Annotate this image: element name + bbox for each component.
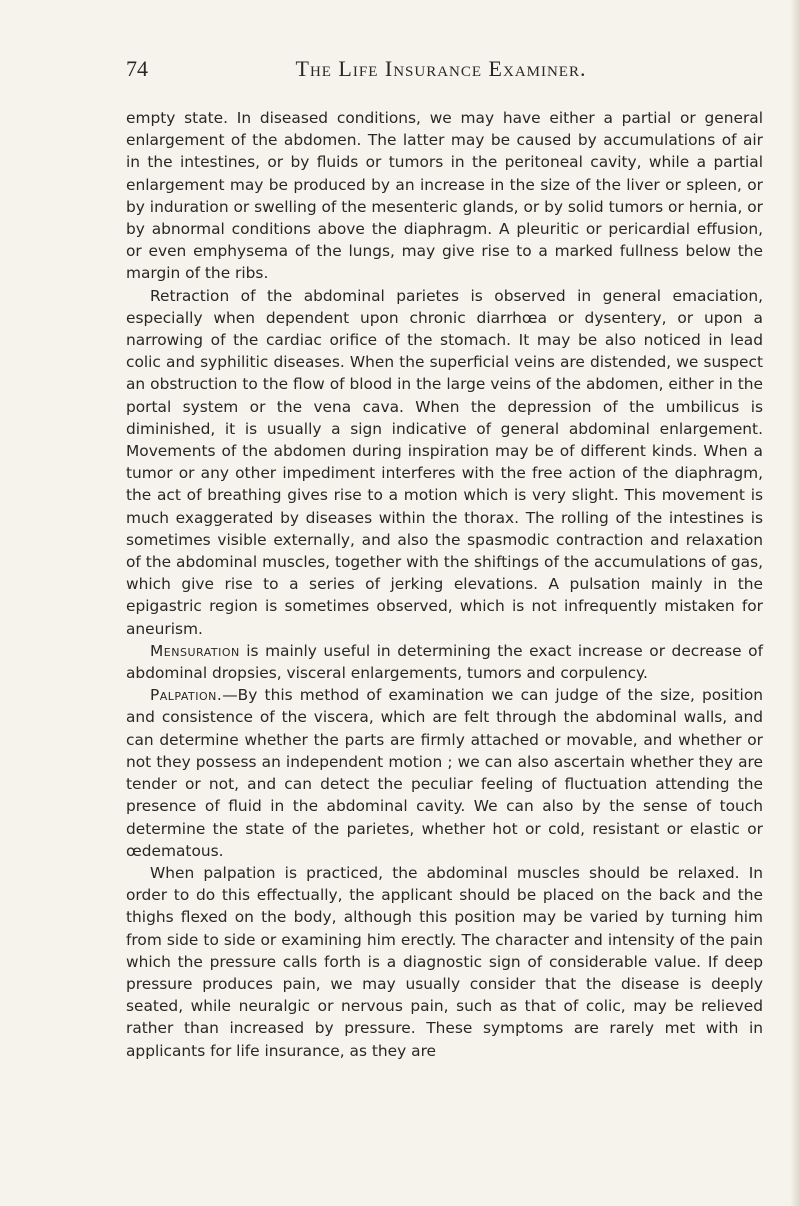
mensuration-heading: Mensuration bbox=[150, 641, 240, 660]
page-number: 74 bbox=[126, 56, 148, 81]
paragraph-mensuration bbox=[126, 640, 763, 684]
paragraph-continuation: empty state. In diseased conditions, we may have either a partial or general enlargement of the abdomen. The latter may be caused by accumulations of air in the intestines, or by fluids or tumors in the peritoneal cavity, while a partial enlargement may be produced by an increase in the size of the liver or spleen, or by induration or swelling of the mesenteric glands, or by solid tumors or hernia, or by abnormal conditions above the diaphragm. A pleuritic or pericardial effusion, or even emphysema of the lungs, may give rise to a marked fullness below the margin of the ribs. bbox=[126, 109, 763, 283]
page-header bbox=[126, 56, 696, 88]
paragraph-palpation bbox=[126, 684, 763, 862]
page-edge-shadow bbox=[790, 0, 800, 1206]
paragraph-retraction: Retraction of the abdominal parietes is observed in general emaciation, especially when dependent upon chronic diarrhœa or dysentery, or upon a narrowing of the cardiac orifice of the stomach. It may be also noticed in lead colic and syphilitic diseases. When the superficial veins are distended, we suspect an obstruction to the flow of blood in the large veins of the abdomen, either in the portal system or the vena cava. When the depression of the umbilicus is diminished, it is usually a sign indicative of general abdominal enlargement. Movements of the abdomen during inspiration may be of different kinds. When a tumor or any other impediment interferes with the free action of the diaphragm, the act of breathing gives rise to a motion which is very slight. This movement is much exaggerated by diseases within the thorax. The rolling of the intestines is sometimes visible externally, and also the spasmodic contraction and relaxation of the abdominal muscles, together with the shiftings of the accumulations of gas, which give rise to a series of jerking elevations. A pulsation mainly in the epigastric region is sometimes observed, which is not infrequently mistaken for aneurism. bbox=[126, 286, 763, 638]
paragraph-palpation-practice: When palpation is practiced, the abdominal muscles should be relaxed. In order to do this effectually, the applicant should be placed on the back and the thighs flexed on the body, although this position may be varied by turning him from side to side or examining him erectly. The character and intensity of the pain which the pressure calls forth is a diagnostic sign of considerable value. If deep pressure produces pain, we may usually consider that the disease is deeply seated, while neuralgic or nervous pain, such as that of colic, may be relieved rather than increased by pressure. These symptoms are rarely met with in applicants for life insurance, as they are bbox=[126, 863, 763, 1060]
body-text bbox=[126, 107, 763, 1062]
palpation-heading: Palpation. bbox=[150, 686, 223, 705]
mensuration-text: is mainly useful in determining the exact increase or decrease of abdominal dropsies, visceral enlargements, tumors and corpulency. bbox=[126, 641, 763, 683]
palpation-text: —By this method of examination we can judge of the size, position and consistence of the viscera, which are felt through the abdominal walls, and can determine whether the parts are firmly attached or movable, and whether or not they possess an independent motion ; we can also ascertain whether they are tender or not, and can detect the peculiar feeling of fluctuation attending the presence of fluid in the abdominal cavity. We can also by the sense of touch determine the state of the parietes, whether hot or cold, resistant or elastic or œdematous. bbox=[126, 686, 763, 860]
running-title: The Life Insurance Examiner. bbox=[295, 56, 587, 81]
